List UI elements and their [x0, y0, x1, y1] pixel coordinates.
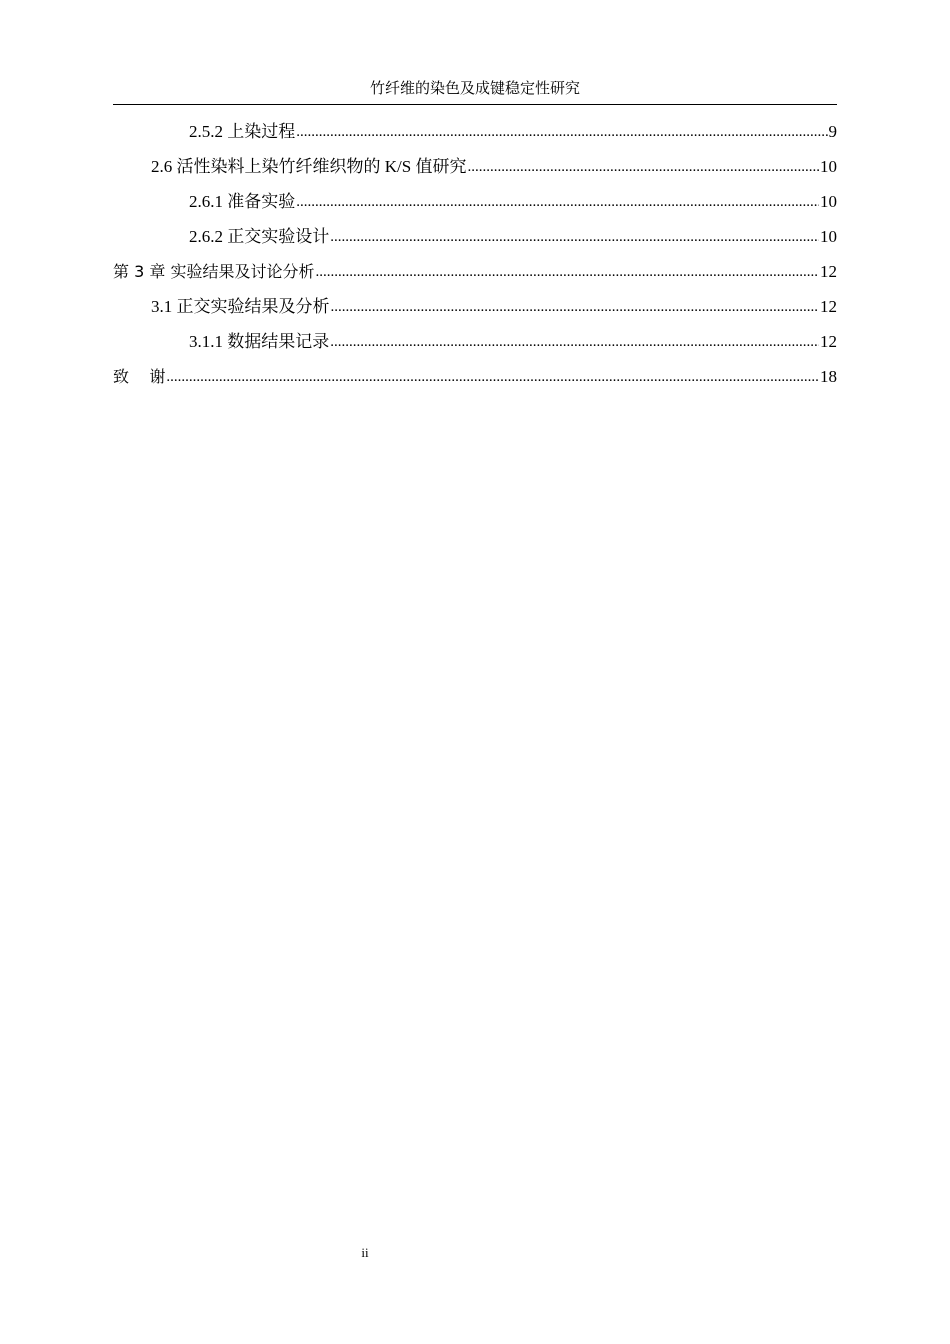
- toc-entry-page: 9: [828, 122, 837, 141]
- toc-dot-leader: [166, 363, 819, 390]
- toc-entry-page: 10: [820, 192, 837, 211]
- toc-dot-leader: [330, 223, 819, 250]
- page-number: ii: [361, 1245, 369, 1260]
- toc-entry-2-6[interactable]: [113, 154, 837, 189]
- toc-dot-leader: [315, 258, 819, 285]
- toc-entry-page: 12: [820, 262, 837, 281]
- toc-entry-page: 10: [820, 157, 837, 176]
- toc-entry-page: 12: [820, 297, 837, 316]
- toc-entry-title: 3.1.1 数据结果记录: [189, 332, 330, 351]
- toc-entry-page: 12: [820, 332, 837, 351]
- toc-entry-title: 3.1 正交实验结果及分析: [151, 297, 330, 316]
- toc-entry-title: 致 谢: [113, 367, 166, 386]
- toc-dot-leader: [296, 118, 827, 145]
- header-title: 竹纤维的染色及成键稳定性研究: [369, 81, 580, 97]
- toc-entry-acknowledgements[interactable]: [113, 364, 837, 399]
- running-header: [113, 78, 837, 105]
- toc-entry-2-5-2[interactable]: [113, 119, 837, 154]
- toc-entry-page: 18: [820, 367, 837, 386]
- toc-entry-2-6-1[interactable]: [113, 189, 837, 224]
- toc-entry-3-1[interactable]: [113, 294, 837, 329]
- toc-entry-2-6-2[interactable]: [113, 224, 837, 259]
- toc-entry-3-1-1[interactable]: [113, 329, 837, 364]
- toc-entry-title: 2.6 活性染料上染竹纤维织物的 K/S 值研究: [151, 157, 467, 176]
- toc-entry-title: 第 3 章 实验结果及讨论分析: [113, 262, 315, 281]
- toc-entry-page: 10: [820, 227, 837, 246]
- toc-dot-leader: [331, 293, 820, 320]
- toc-entry-title: 2.6.1 准备实验: [189, 192, 296, 211]
- table-of-contents: [113, 119, 837, 399]
- toc-entry-chapter-3[interactable]: [113, 259, 837, 294]
- toc-dot-leader: [467, 153, 819, 180]
- page-footer: [330, 1244, 400, 1262]
- toc-entry-title: 2.5.2 上染过程: [189, 122, 296, 141]
- toc-entry-title: 2.6.2 正交实验设计: [189, 227, 330, 246]
- toc-dot-leader: [296, 188, 819, 215]
- toc-dot-leader: [330, 328, 819, 355]
